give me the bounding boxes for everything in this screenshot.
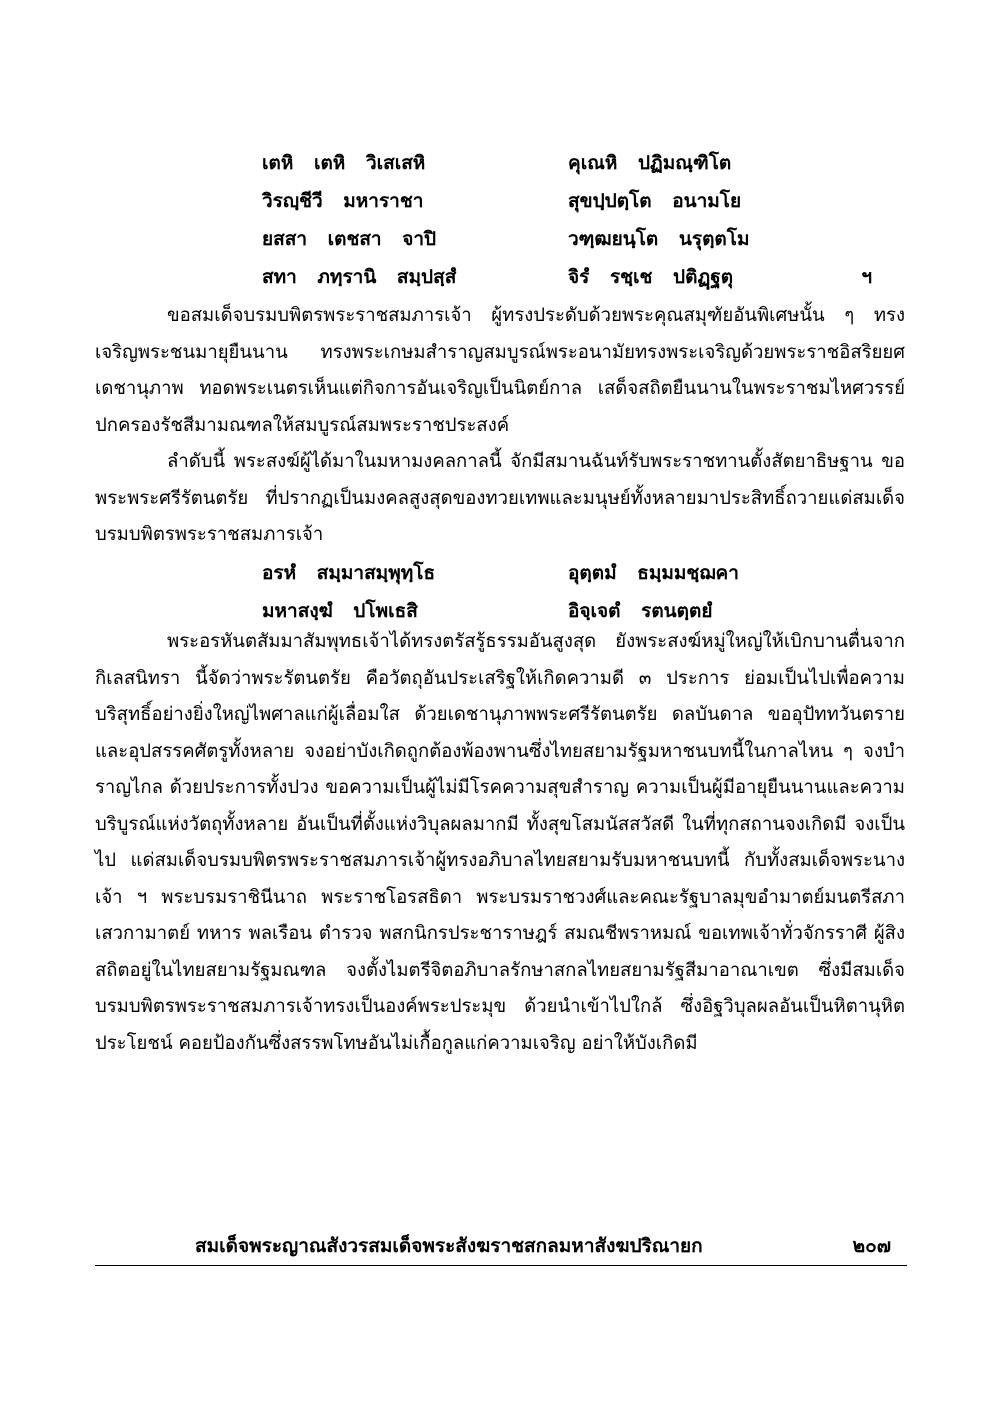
paragraph-resolution [95, 444, 905, 554]
paragraph-blessing [95, 298, 905, 444]
paragraph-triple-gem [95, 624, 905, 1062]
pali-verse-bottom [262, 558, 902, 634]
paragraph-text: พระอรหันตสัมมาสัมพุทธเจ้าได้ทรงตรัสรู้ธรรมอันสูงสุด ยังพระสงฆ์หมู่ใหญ่ให้เบิกบานตื่นจากกิเลสนิทรา นี้จัดว่าพระรัตนตรัย คือวัตถุอันประเสริฐให้เกิดความดี ๓ ประการ ย่อมเป็นไปเพื่อความบริสุทธิ์อย่างยิ่งใหญ่ไพศาลแก่ผู้เลื่อมใส ด้วยเดชานุภาพพระศรีรัตนตรัย ดลบันดาล ขออุปัททวันตรายและอุปสรรคศัตรูทั้งหลาย จงอย่าบังเกิดถูกต้องพ้องพานซึ่งไทยสยามรัฐมหาชนบทนี้ในกาลไหน ๆ จงบำราญไกล ด้วยประการทั้งปวง ขอความเป็นผู้ไม่มีโรคความสุขสำราญ ความเป็นผู้มีอายุยืนนานและความบริบูรณ์แห่งวัตถุทั้งหลาย อันเป็นที่ตั้งแห่งวิบุลผลมากมี ทั้งสุขโสมนัสสวัสดี ในที่ทุกสถานจงเกิดมี จงเป็นไป แด่สมเด็จบรมบพิตรพระราชสมภารเจ้าผู้ทรงอภิบาลไทยสยามรับมหาชนบทนี้ กับทั้งสมเด็จพระนางเจ้า ฯ พระบรมราชินีนาถ พระราชโอรสธิดา พระบรมราชวงศ์และคณะรัฐบาลมุขอำมาตย์มนตรีสภาเสวกามาตย์ ทหาร พลเรือน ตำรวจ พสกนิกรประชาราษฎร์ สมณชีพราหมณ์ ขอเทพเจ้าทั่วจักรราศี ผู้สิงสถิตอยู่ในไทยสยามรัฐมณฑล จงตั้งไมตรีจิตอภิบาลรักษาสกลไทยสยามรัฐสีมาอาณาเขต ซึ่งมีสมเด็จบรมบพิตรพระราชสมภารเจ้าทรงเป็นองค์พระประมุข ด้วยนำเข้าไปใกล้ ซึ่งอิฐวิบุลผลอันเป็นหิตานุหิตประโยชน์ คอยป้องกันซึ่งสรรพโทษอันไม่เกื้อกูลแก่ความเจริญ อย่าให้บังเกิดมี [95, 631, 905, 1054]
verse-line-left: ยสสา เตชสา จาปิ [262, 228, 437, 250]
verse-line-right: อุตฺตมํ ธมฺมมชฺฌคา [568, 562, 739, 584]
paragraph-text: ลำดับนี้ พระสงฆ์ผู้ได้มาในมหามงคลกาลนี้ จักมีสมานฉันท์รับพระราชทานตั้งสัตยาธิษฐาน ขอพระพระศรีรัตนตรัย ที่ปรากฏเป็นมงคลสูงสุดของทวยเทพและมนุษย์ทั้งหลายมาประสิทธิ์ถวายแด่สมเด็จบรมบพิตรพระราชสมภารเจ้า [95, 451, 905, 545]
verse-line-left: มหาสงฺฆํ ปโพเธสิ [262, 600, 418, 622]
verse-line-left: สทา ภทฺรานิ สมฺปสฺสํ [262, 266, 457, 288]
verse-line-end: ฯ [861, 266, 872, 288]
page-footer [95, 1225, 907, 1266]
verse-line-right: จิรํ รชฺเช ปติฏฺฐตุ [568, 266, 734, 288]
verse-line-left: อรหํ สมฺมาสมฺพุทฺโธ [262, 562, 436, 584]
footer-title: สมเด็จพระญาณสังวรสมเด็จพระสังฆราชสกลมหาสังฆปริณายก [195, 1235, 703, 1257]
verse-line-right: อิจฺเจตํ รตนตฺตยํ [568, 600, 713, 622]
verse-line [262, 262, 902, 300]
verse-line-left: วิรญฺชีวี มหาราชา [262, 190, 424, 212]
verse-line [262, 186, 902, 224]
verse-line-right: คุเณหิ ปฏิมณฺฑิโต [568, 152, 732, 174]
page-number: ๒๐๗ [852, 1235, 891, 1257]
verse-line-right: วฑฺฒยนฺโต นรุตฺตโม [568, 228, 750, 250]
pali-verse-top [262, 148, 902, 300]
verse-line-right: สุขปฺปตฺโต อนามโย [568, 190, 742, 212]
verse-line [262, 148, 902, 186]
verse-line-left: เตหิ เตหิ วิเสเสหิ [262, 152, 426, 174]
verse-line [262, 224, 902, 262]
paragraph-text: ขอสมเด็จบรมบพิตรพระราชสมภารเจ้า ผู้ทรงประดับด้วยพระคุณสมุฑัยอันพิเศษนั้น ๆ ทรงเจริญพระชนมายุยืนนาน ทรงพระเกษมสำราญสมบูรณ์พระอนามัยทรงพระเจริญด้วยพระราชอิสริยยศเดชานุภาพ ทอดพระเนตรเห็นแต่กิจการอันเจริญเป็นนิตย์กาล เสด็จสถิตยืนนานในพระราชมไหศวรรย์ ปกครองรัชสีมามณฑลให้สมบูรณ์สมพระราชประสงค์ [95, 305, 905, 436]
verse-line [262, 558, 902, 596]
